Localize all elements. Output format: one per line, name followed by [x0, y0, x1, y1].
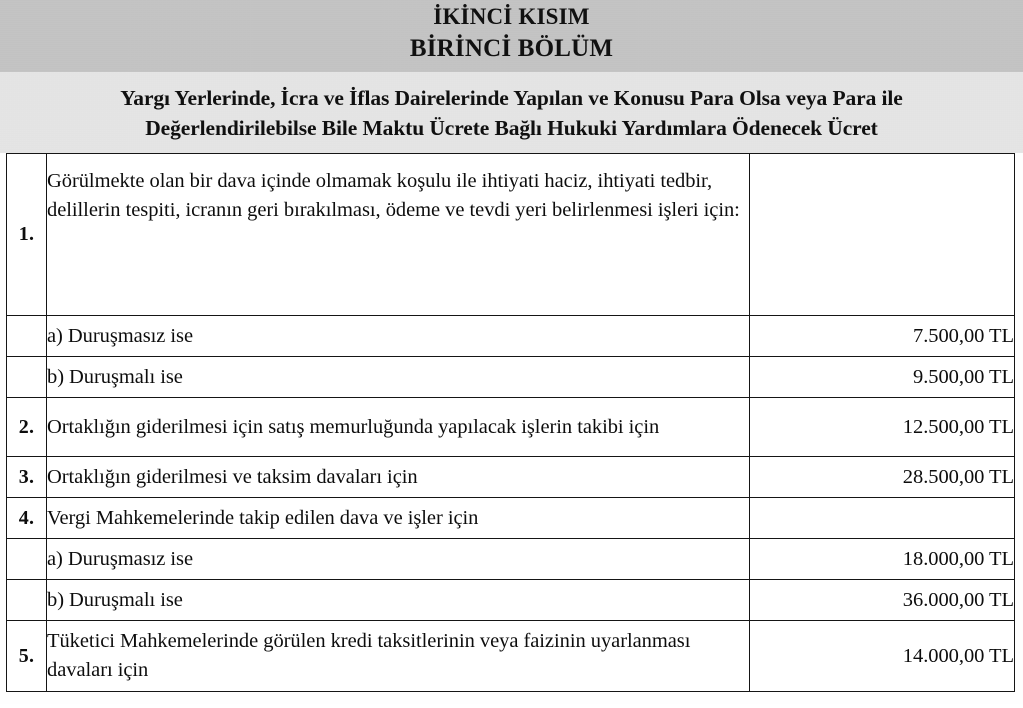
- table-row: [7, 457, 1015, 498]
- table-row: [7, 357, 1015, 398]
- row-number: [7, 539, 47, 580]
- row-amount: 36.000,00 TL: [750, 580, 1015, 621]
- row-number: [7, 580, 47, 621]
- row-amount: [750, 154, 1015, 316]
- table-row: [7, 580, 1015, 621]
- row-description: a) Duruşmasız ise: [47, 539, 750, 580]
- section-subtitle: Yargı Yerlerinde, İcra ve İflas Dairelerinde Yapılan ve Konusu Para Olsa veya Para ile Değerlendirilebilse Bile Maktu Ücrete Bağlı Hukuki Yardımlara Ödenecek Ücret: [120, 85, 903, 140]
- row-description: Görülmekte olan bir dava içinde olmamak koşulu ile ihtiyati haciz, ihtiyati tedbir, delillerin tespiti, icranın geri bırakılması, ödeme ve tevdi yeri belirlenmesi işleri için:: [47, 154, 750, 316]
- section-header-band: [0, 0, 1023, 72]
- row-number: 4.: [7, 498, 47, 539]
- row-description: Vergi Mahkemelerinde takip edilen dava ve işler için: [47, 498, 750, 539]
- row-description: a) Duruşmasız ise: [47, 316, 750, 357]
- row-amount: 9.500,00 TL: [750, 357, 1015, 398]
- row-number: 3.: [7, 457, 47, 498]
- row-description: Ortaklığın giderilmesi için satış memurluğunda yapılacak işlerin takibi için: [47, 398, 750, 457]
- table-row: [7, 621, 1015, 692]
- row-description: Tüketici Mahkemelerinde görülen kredi taksitlerinin veya faizinin uyarlanması davaları için: [47, 621, 750, 692]
- table-row: [7, 398, 1015, 457]
- row-description: b) Duruşmalı ise: [47, 357, 750, 398]
- section-title-secondary: BİRİNCİ BÖLÜM: [409, 35, 614, 62]
- row-amount: 28.500,00 TL: [750, 457, 1015, 498]
- scan-bottom-edge: [0, 704, 1023, 708]
- row-amount: [750, 498, 1015, 539]
- table-row: [7, 498, 1015, 539]
- row-description: Ortaklığın giderilmesi ve taksim davaları için: [47, 457, 750, 498]
- table-row: [7, 316, 1015, 357]
- fee-schedule-table: [6, 153, 1015, 692]
- fee-schedule-body: [7, 154, 1015, 692]
- row-amount: 12.500,00 TL: [750, 398, 1015, 457]
- row-number: [7, 316, 47, 357]
- row-amount: 14.000,00 TL: [750, 621, 1015, 692]
- row-number: 2.: [7, 398, 47, 457]
- row-number: 1.: [7, 154, 47, 316]
- row-number: 5.: [7, 621, 47, 692]
- section-title-primary: İKİNCİ KISIM: [433, 4, 590, 29]
- row-amount: 18.000,00 TL: [750, 539, 1015, 580]
- row-amount: 7.500,00 TL: [750, 316, 1015, 357]
- table-row: [7, 154, 1015, 316]
- row-number: [7, 357, 47, 398]
- row-description: b) Duruşmalı ise: [47, 580, 750, 621]
- table-row: [7, 539, 1015, 580]
- section-subtitle-band: [0, 72, 1023, 153]
